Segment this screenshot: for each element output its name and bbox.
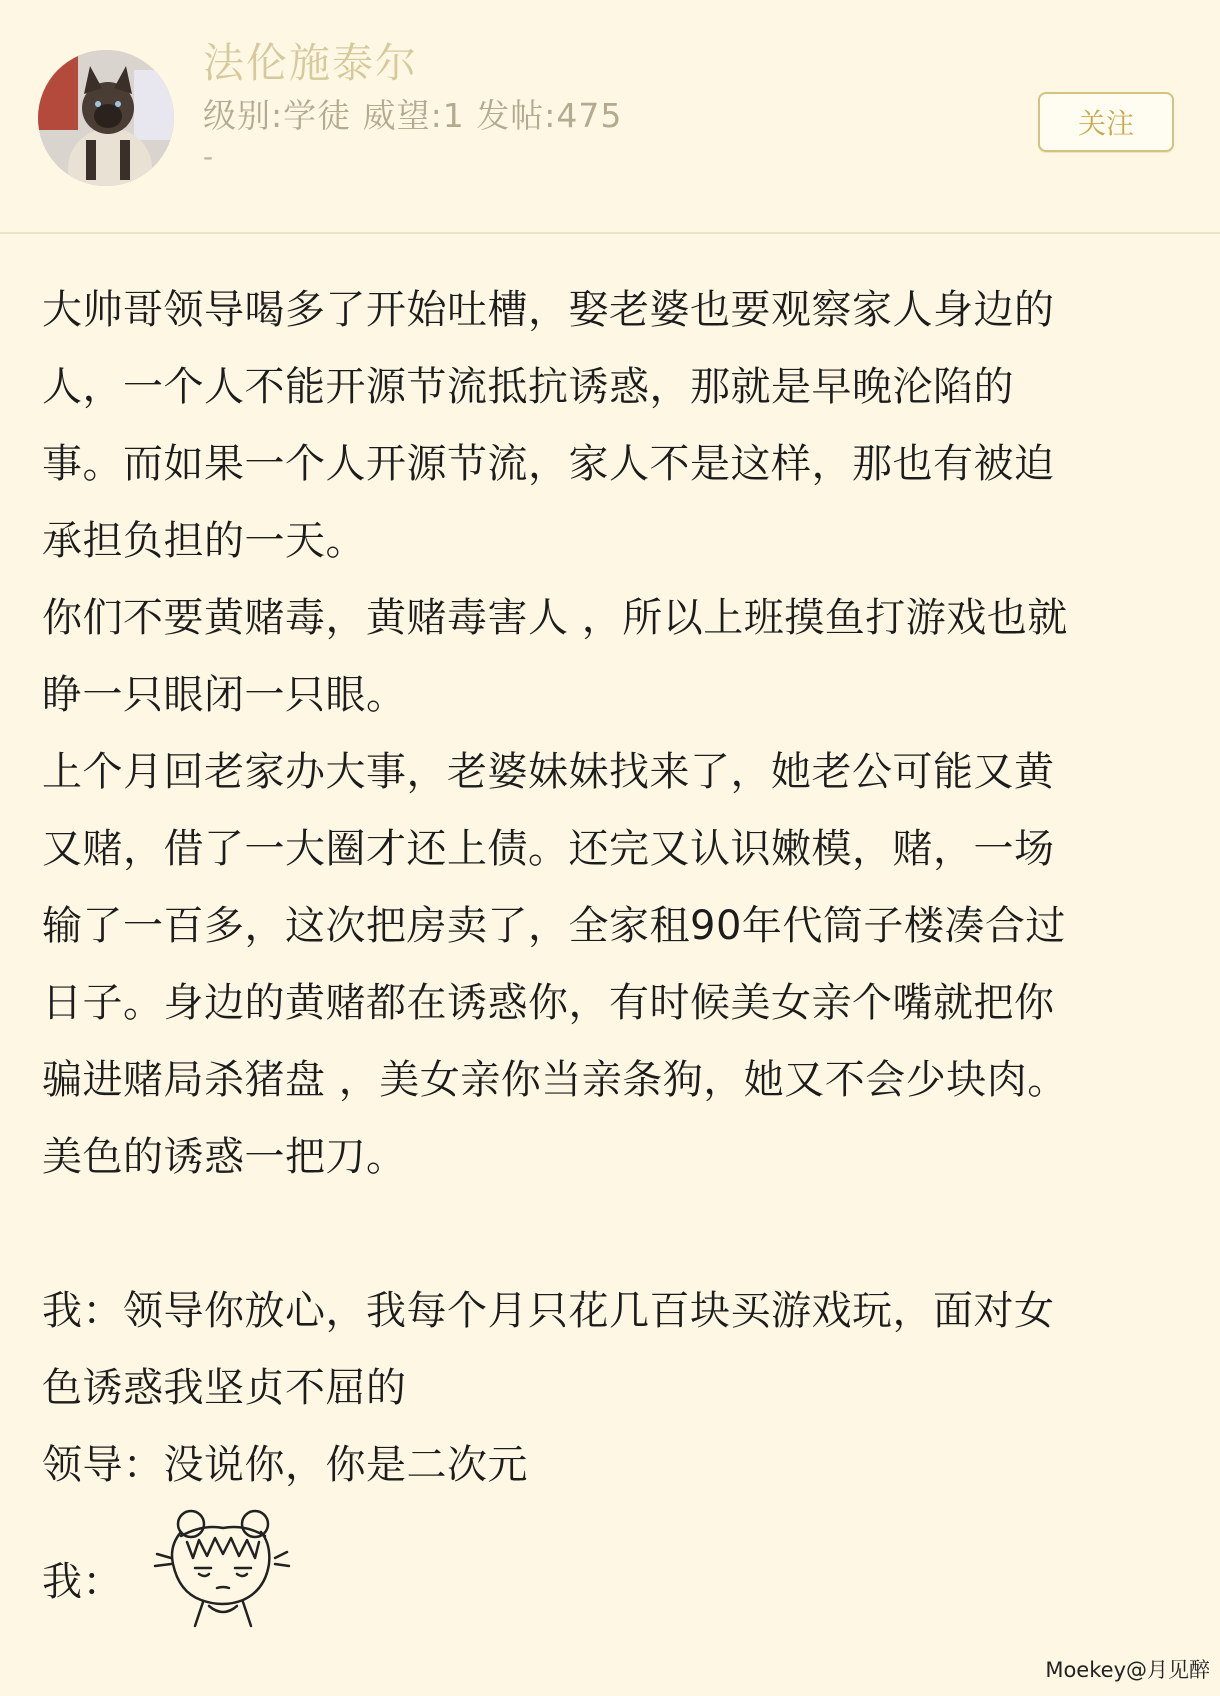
final-line xyxy=(42,1512,1182,1652)
anime-girl-sticker-icon xyxy=(151,1502,291,1632)
text-line: 日子。身边的黄赌都在诱惑你，有时候美女亲个嘴就把你 xyxy=(42,980,1055,1026)
watermark: Moekey@月见醉 xyxy=(1045,1658,1210,1682)
dialogue-line: 我：领导你放心，我每个月只花几百块买游戏玩，面对女 xyxy=(42,1288,1055,1334)
dialogue-line: 色诱惑我坚贞不屈的 xyxy=(42,1365,407,1411)
text-line: 承担负担的一天。 xyxy=(42,518,366,564)
text-line: 上个月回老家办大事，老婆妹妹找来了，她老公可能又黄 xyxy=(42,749,1055,795)
paragraph-gap xyxy=(42,1196,1182,1273)
text-line: 人，一个人不能开源节流抵抗诱惑，那就是早晚沦陷的 xyxy=(42,364,1014,410)
paragraph-2 xyxy=(42,580,1182,734)
follow-button[interactable]: 关注 xyxy=(1038,92,1174,152)
avatar[interactable] xyxy=(38,50,174,186)
text-line: 又赌，借了一大圈才还上债。还完又认识嫩模，赌，一场 xyxy=(42,826,1055,872)
text-line: 骗进赌局杀猪盘 ，美女亲你当亲条狗，她又不会少块肉。 xyxy=(42,1057,1068,1103)
post-body xyxy=(42,272,1182,1652)
text-line: 输了一百多，这次把房卖了，全家租90年代筒子楼凑合过 xyxy=(42,903,1066,949)
paragraph-1 xyxy=(42,272,1182,580)
username[interactable]: 法伦施泰尔 xyxy=(203,39,418,87)
user-meta-extra: - xyxy=(203,140,214,173)
dialogue xyxy=(42,1273,1182,1504)
text-line: 睁一只眼闭一只眼。 xyxy=(42,672,407,718)
text-line: 事。而如果一个人开源节流，家人不是这样，那也有被迫 xyxy=(42,441,1055,487)
user-meta: 级别:学徒 威望:1 发帖:475 xyxy=(203,96,623,135)
paragraph-3 xyxy=(42,734,1182,1196)
dialogue-line: 领导：没说你，你是二次元 xyxy=(42,1442,528,1488)
post-header xyxy=(0,0,1220,234)
cat-avatar-image xyxy=(38,50,174,186)
final-speaker: 我： xyxy=(42,1558,123,1605)
text-line: 你们不要黄赌毒，黄赌毒害人 ，所以上班摸鱼打游戏也就 xyxy=(42,595,1068,641)
text-line: 美色的诱惑一把刀。 xyxy=(42,1134,407,1180)
text-line: 大帅哥领导喝多了开始吐槽，娶老婆也要观察家人身边的 xyxy=(42,287,1055,333)
